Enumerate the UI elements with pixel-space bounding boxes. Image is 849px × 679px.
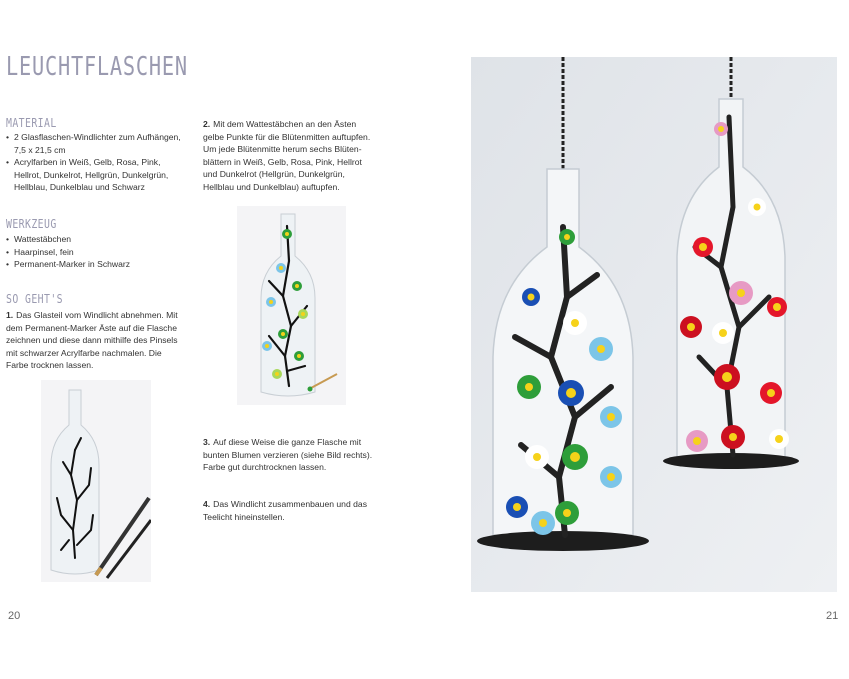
step-text: Mit dem Wattestäbchen an den Ästen gelbe Punkte für die Blütenmitten auftupfen. Um jede Blütenmitte herum sechs Blütenblättern in Weiß, Gelb, Rosa, Pink, Hellrot und Dunkelrot (Hellgrün, Dunkelgrün, Hellblau und Dunkelblau) auftupfen. (203, 119, 371, 192)
page-number-left: 20 (8, 610, 21, 622)
photo-dots-bottle (237, 206, 346, 405)
list-item: • Acrylfarben in Weiß, Gelb, Rosa, Pink, Hellrot, Dunkelrot, Hellgrün, Dunkelgrün, Hellblau, Dunkelblau und Schwarz (6, 156, 186, 194)
photo-hanging-lanterns (471, 57, 837, 592)
list-item: • Haarpinsel, fein (6, 246, 186, 259)
step-number: 2. (203, 119, 211, 129)
step-2 (203, 118, 375, 194)
material-heading: MATERIAL (6, 116, 57, 130)
step-number: 4. (203, 499, 211, 509)
photo-branches-bottle (41, 380, 151, 582)
step-number: 1. (6, 310, 14, 320)
werkzeug-heading: WERKZEUG (6, 217, 57, 231)
step-4 (203, 498, 375, 523)
step-1 (6, 309, 184, 372)
page-title: LEUCHTFLASCHEN (6, 52, 188, 82)
page-number-right: 21 (826, 610, 839, 622)
step-number: 3. (203, 437, 211, 447)
step-text: Das Windlicht zusammenbauen und das Teelicht hineinstellen. (203, 499, 367, 522)
list-item: • 2 Glasflaschen-Windlichter zum Aufhängen, 7,5 x 21,5 cm (6, 131, 186, 156)
list-item: • Wattestäbchen (6, 233, 186, 246)
list-item: • Permanent-Marker in Schwarz (6, 258, 186, 271)
material-list (6, 131, 186, 194)
step-3 (203, 436, 375, 474)
step-text: Das Glasteil vom Windlicht abnehmen. Mit dem Permanent-Marker Äste auf die Flasche zeichnen und diese dann mithilfe des Pinsels mit schwarzer Acrylfarbe nachmalen. Die Farbe trocknen lassen. (6, 310, 178, 371)
werkzeug-list (6, 233, 186, 271)
step-text: Auf diese Weise die ganze Flasche mit bunten Blumen verzieren (siehe Bild rechts). Farbe gut durchtrocknen lassen. (203, 437, 373, 473)
so-gehts-heading: SO GEHT'S (6, 292, 64, 306)
